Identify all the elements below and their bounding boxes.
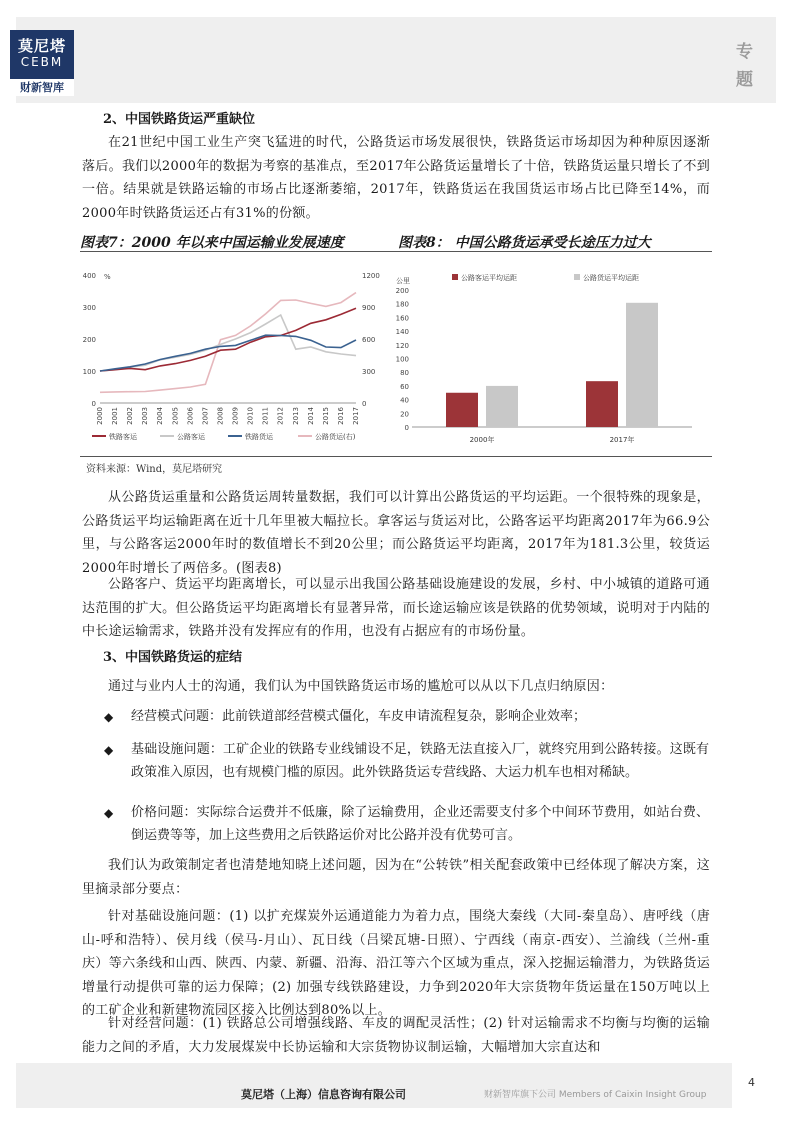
bar-y-tick-label: 120: [396, 341, 409, 350]
legend-label-3: 公路货运(右): [315, 433, 356, 441]
x-tick-label: 2006: [186, 407, 195, 425]
footer-group: 财新智库旗下公司 Members of Caixin Insight Group: [484, 1090, 707, 1100]
x-tick-label: 2000: [96, 407, 104, 425]
header-band: [16, 17, 776, 103]
x-tick-label: 2007: [201, 407, 210, 425]
x-tick-label: 2015: [321, 407, 330, 425]
x-tick-label: 2008: [216, 407, 225, 425]
x-tick-label: 2012: [276, 407, 285, 425]
bar-category-label: 2000年: [469, 436, 495, 444]
legend-label-0: 铁路客运: [109, 433, 137, 441]
left-tick-label: 0: [91, 400, 96, 408]
figure-source: 资料来源：Wind，莫尼塔研究: [86, 464, 223, 475]
x-tick-label: 2010: [246, 407, 255, 425]
bar-legend-label-1: 公路货运平均运距: [583, 274, 639, 282]
figure8-caption: 图表8： 中国公路货运承受长途压力过大: [398, 235, 651, 251]
right-tick-label: 0: [362, 400, 367, 408]
paragraph-infrastructure-measures: 针对基础设施问题：(1) 以扩充煤炭外运通道能力为着力点，围绕大秦线（大同-秦皇岛）、唐呼线（唐山-呼和浩特）、侯月线（侯马-月山）、瓦日线（吕梁瓦塘-日照）、宁西线（南京-西安）、兰渝线（兰州-重庆）等六条线和山西、陕西、内蒙、新疆、沿海、沿江等六个区域为重点，深入挖掘运输潜力，为铁路货运增量行动提供可靠的运力保障；(2) 加强专线铁路建设，力争到2020年大宗货物年货运量在150万吨以上的工矿企业和新建物流园区接入比例达到80%以上。: [82, 909, 710, 1018]
bar-legend-label-0: 公路客运平均运距: [461, 274, 517, 282]
bullet-text: 经营模式问题：此前铁道部经营模式僵化，车皮申请流程复杂，影响企业效率；: [131, 709, 587, 724]
bar-y-tick-label: 60: [400, 382, 409, 391]
bar-y-tick-label: 80: [400, 369, 409, 378]
bar-1-1: [626, 303, 658, 427]
right-tick-label: 900: [362, 304, 376, 312]
paragraph-average-distance: 从公路货运重量和公路货运周转量数据，我们可以计算出公路货运的平均运距。一个很特殊的现象是，公路货运平均运输距离在近十几年里被大幅拉长。拿客运与货运对比，公路客运平均距离2017年为66.9公里，与公路客运2000年时的数值增长不到20公里；而公路货运平均距离，2017年为181.3公里，较货运2000年时增长了两倍多。(图表8): [82, 490, 710, 576]
paragraph-operation-measures: 针对经营问题：(1) 铁路总公司增强线路、车皮的调配灵活性；(2) 针对运输需求不均衡与均衡的运输能力之间的矛盾，大力发展煤炭中长协运输和大宗货物协议制运输，大幅增加大宗直达和: [82, 1016, 710, 1055]
side-tag-char-1: 专: [736, 42, 753, 62]
footer-band: [16, 1063, 732, 1108]
section-heading-2: 2、中国铁路货运严重缺位: [103, 112, 256, 127]
right-tick-label: 600: [362, 336, 376, 344]
right-tick-label: 1200: [362, 272, 380, 280]
side-tag-char-2: 题: [736, 70, 753, 90]
side-tag: [718, 17, 776, 103]
x-tick-label: 2003: [141, 407, 150, 425]
x-tick-label: 2009: [231, 407, 240, 425]
x-tick-label: 2005: [171, 407, 180, 425]
bar-1-0: [486, 386, 518, 427]
line-chart: [80, 256, 380, 452]
diamond-bullet-icon: ◆: [104, 806, 114, 820]
legend-label-1: 公路客运: [177, 433, 205, 441]
logo-caixin: 财新智库: [10, 79, 74, 96]
right-tick-label: 300: [362, 368, 376, 376]
series-line-2: [100, 335, 356, 371]
bar-y-axis-unit: 公里: [396, 277, 410, 285]
x-tick-label: 2002: [126, 407, 135, 425]
bar-y-tick-label: 40: [400, 396, 409, 405]
x-tick-label: 2013: [291, 407, 300, 425]
bar-category-label: 2017年: [609, 436, 635, 444]
bar-chart: [396, 256, 712, 452]
bar-y-tick-label: 20: [400, 410, 409, 419]
footer-company: 莫尼塔（上海）信息咨询有限公司: [241, 1088, 406, 1101]
section-heading-3: 3、中国铁路货运的症结: [103, 650, 243, 665]
left-tick-label: 200: [82, 336, 96, 344]
series-line-0: [100, 308, 356, 371]
x-tick-label: 2017: [352, 407, 360, 425]
paragraph-road-growth: 公路客户、货运平均距离增长，可以显示出我国公路基础设施建设的发展，乡村、中小城镇的道路可通达范围的扩大。但公路货运平均距离增长有显著异常，而长途运输应该是铁路的优势领域，说明对于内陆的中长途运输需求，铁路并没有发挥应有的作用，也没有占据应有的市场份量。: [82, 577, 710, 639]
x-tick-label: 2016: [336, 407, 345, 425]
legend-label-2: 铁路货运: [245, 433, 273, 441]
bar-y-tick-label: 0: [404, 424, 409, 432]
bar-0-1: [586, 381, 618, 427]
bar-y-tick-label: 100: [396, 355, 409, 364]
page-number: 4: [748, 1076, 755, 1089]
diamond-bullet-icon: ◆: [104, 743, 114, 757]
x-tick-label: 2004: [156, 407, 165, 425]
left-tick-label: 100: [82, 368, 96, 376]
figure7-caption: 图表7：2000 年以来中国运输业发展速度: [80, 235, 344, 251]
left-tick-label: 300: [82, 304, 96, 312]
x-tick-label: 2001: [111, 407, 120, 425]
bar-0-0: [446, 393, 478, 427]
logo-chinese-name: 莫尼塔: [17, 37, 66, 55]
left-tick-label: 400: [82, 272, 96, 280]
bar-y-tick-label: 200: [396, 287, 409, 295]
x-tick-label: 2014: [306, 407, 315, 425]
paragraph-policy-intro: 我们认为政策制定者也清楚地知晓上述问题，因为在“公转铁”相关配套政策中已经体现了解决方案，这里摘录部分要点：: [82, 858, 710, 897]
bar-y-tick-label: 160: [396, 314, 409, 323]
left-axis-unit: %: [104, 273, 111, 281]
bar-y-tick-label: 180: [396, 300, 409, 309]
section2-paragraph: 在21世纪中国工业生产突飞猛进的时代，公路货运市场发展很快，铁路货运市场却因为种种原因逐渐落后。我们以2000年的数据为考察的基准点，至2017年公路货运量增长了十倍，铁路货运量只增长了不到一倍。结果就是铁路运输的市场占比逐渐萎缩，2017年，铁路货运在我国货运市场占比已降至14%，而2000年时铁路货运还占有31%的份额。: [82, 135, 710, 221]
logo-cebm: CEBM: [20, 55, 64, 69]
bar-y-tick-label: 140: [396, 328, 409, 337]
diamond-bullet-icon: ◆: [104, 710, 114, 724]
bullet-text: 基础设施问题：工矿企业的铁路专业线铺设不足，铁路无法直接入厂，就终究用到公路转接。这既有政策准入原因，也有规模门槛的原因。此外铁路货运专营线路、大运力机车也相对稀缺。: [131, 742, 709, 780]
bullet-text: 价格问题：实际综合运费并不低廉，除了运输费用，企业还需要支付多个中间环节费用，如站台费、倒运费等等，加上这些费用之后铁路运价对比公路并没有优势可言。: [131, 805, 709, 843]
paragraph-reasons-intro: 通过与业内人士的沟通，我们认为中国铁路货运市场的尴尬可以从以下几点归纳原因：: [108, 679, 614, 694]
x-tick-label: 2011: [261, 407, 270, 425]
bar-legend-swatch-1: [574, 274, 580, 280]
bar-legend-swatch-0: [452, 274, 458, 280]
company-logo: [10, 30, 74, 96]
